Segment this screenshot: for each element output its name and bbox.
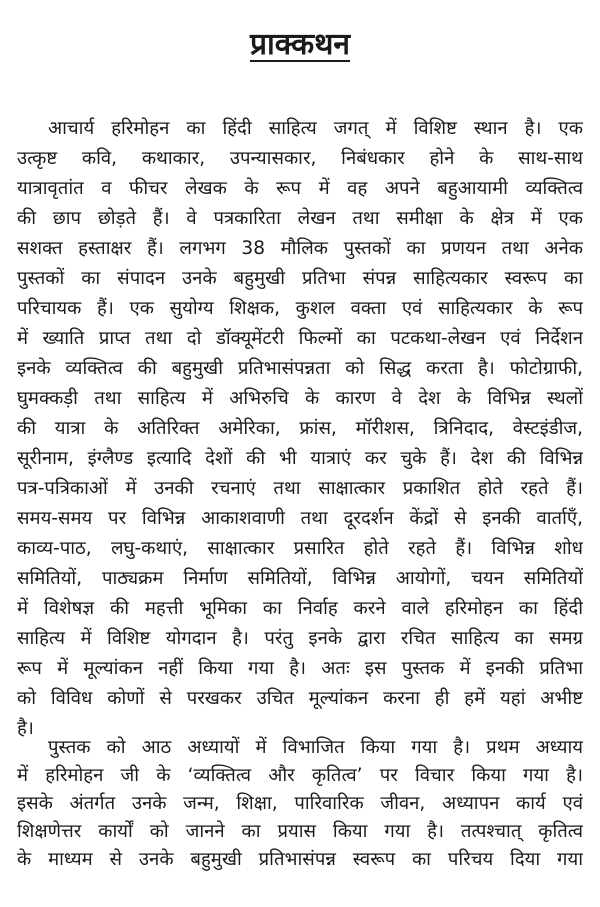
text-line: में ख्याति प्राप्त तथा दो डॉक्यूमेंटरी फिल्मों का पटकथा-लेखन एवं निर्देशन (17, 328, 583, 349)
text-line: समय-समय पर विभिन्न आकाशवाणी तथा दूरदर्शन केंद्रों से इनकी वार्ताएँ, (17, 508, 583, 529)
text-line: है। (17, 718, 34, 739)
text-line: सशक्त हस्ताक्षर हैं। लगभग 38 मौलिक पुस्तकों का प्रणयन तथा अनेक (17, 238, 583, 259)
text-line: को विविध कोणों से परखकर उचित मूल्यांकन करना ही हमें यहां अभीष्ट (17, 688, 583, 709)
text-line: सूरीनाम, इंग्लैण्ड इत्यादि देशों की भी यात्राएं कर चुके हैं। देश की विभिन्न (17, 448, 583, 469)
text-line: इसके अंतर्गत उनके जन्म, शिक्षा, पारिवारिक जीवन, अध्यापन कार्य एवं (17, 793, 583, 814)
text-line: में हरिमोहन जी के ‘व्यक्तित्व और कृतित्व’ पर विचार किया गया है। (17, 765, 583, 786)
text-line: परिचायक हैं। एक सुयोग्य शिक्षक, कुशल वक्ता एवं साहित्यकार के रूप (17, 298, 583, 319)
text-line: की यात्रा के अतिरिक्त अमेरिका, फ्रांस, मॉरीशस, त्रिनिदाद, वेस्टइंडीज, (17, 418, 583, 439)
text-line: की छाप छोड़ते हैं। वे पत्रकारिता लेखन तथा समीक्षा के क्षेत्र में एक (17, 208, 583, 229)
text-line: के माध्यम से उनके बहुमुखी प्रतिभासंपन्न स्वरूप का परिचय दिया गया (17, 849, 583, 870)
text-line: काव्य-पाठ, लघु-कथाएं, साक्षात्कार प्रसारित होते रहते हैं। विभिन्न शोध (17, 538, 583, 559)
paragraph-2 (17, 734, 583, 874)
text-line: रूप में मूल्यांकन नहीं किया गया है। अतः इस पुस्तक में इनकी प्रतिभा (17, 658, 583, 679)
text-line: यात्रावृतांत व फीचर लेखक के रूप में वह अपने बहुआयामी व्यक्तित्व (17, 178, 583, 199)
paragraph-1 (17, 114, 583, 744)
text-line: समितियों, पाठ्यक्रम निर्माण समितियों, विभिन्न आयोगों, चयन समितियों (17, 568, 583, 589)
text-line: में विशेषज्ञ की महत्ती भूमिका का निर्वाह करने वाले हरिमोहन का हिंदी (17, 598, 583, 619)
text-line: उत्कृष्ट कवि, कथाकार, उपन्यासकार, निबंधकार होने के साथ-साथ (17, 148, 583, 169)
text-line: शिक्षणेत्तर कार्यों को जानने का प्रयास किया गया है। तत्पश्चात् कृतित्व (17, 821, 583, 842)
text-line: आचार्य हरिमोहन का हिंदी साहित्य जगत् में विशिष्ट स्थान है। एक (48, 118, 583, 139)
page-title: प्राक्कथन (249, 27, 351, 62)
text-line: पुस्तक को आठ अध्यायों में विभाजित किया गया है। प्रथम अध्याय (48, 737, 583, 758)
text-line: इनके व्यक्तित्व की बहुमुखी प्रतिभासंपन्नता को सिद्ध करता है। फोटोग्राफी, (17, 358, 583, 379)
text-line: साहित्य में विशिष्ट योगदान है। परंतु इनके द्वारा रचित साहित्य का समग्र (17, 628, 583, 649)
text-line: घुमक्कड़ी तथा साहित्य में अभिरुचि के कारण वे देश के विभिन्न स्थलों (17, 388, 583, 409)
text-line: पत्र-पत्रिकाओं में उनकी रचनाएं तथा साक्षात्कार प्रकाशित होते रहते हैं। (17, 478, 583, 499)
text-line: पुस्तकों का संपादन उनके बहुमुखी प्रतिभा संपन्न साहित्यकार स्वरूप का (17, 268, 583, 289)
